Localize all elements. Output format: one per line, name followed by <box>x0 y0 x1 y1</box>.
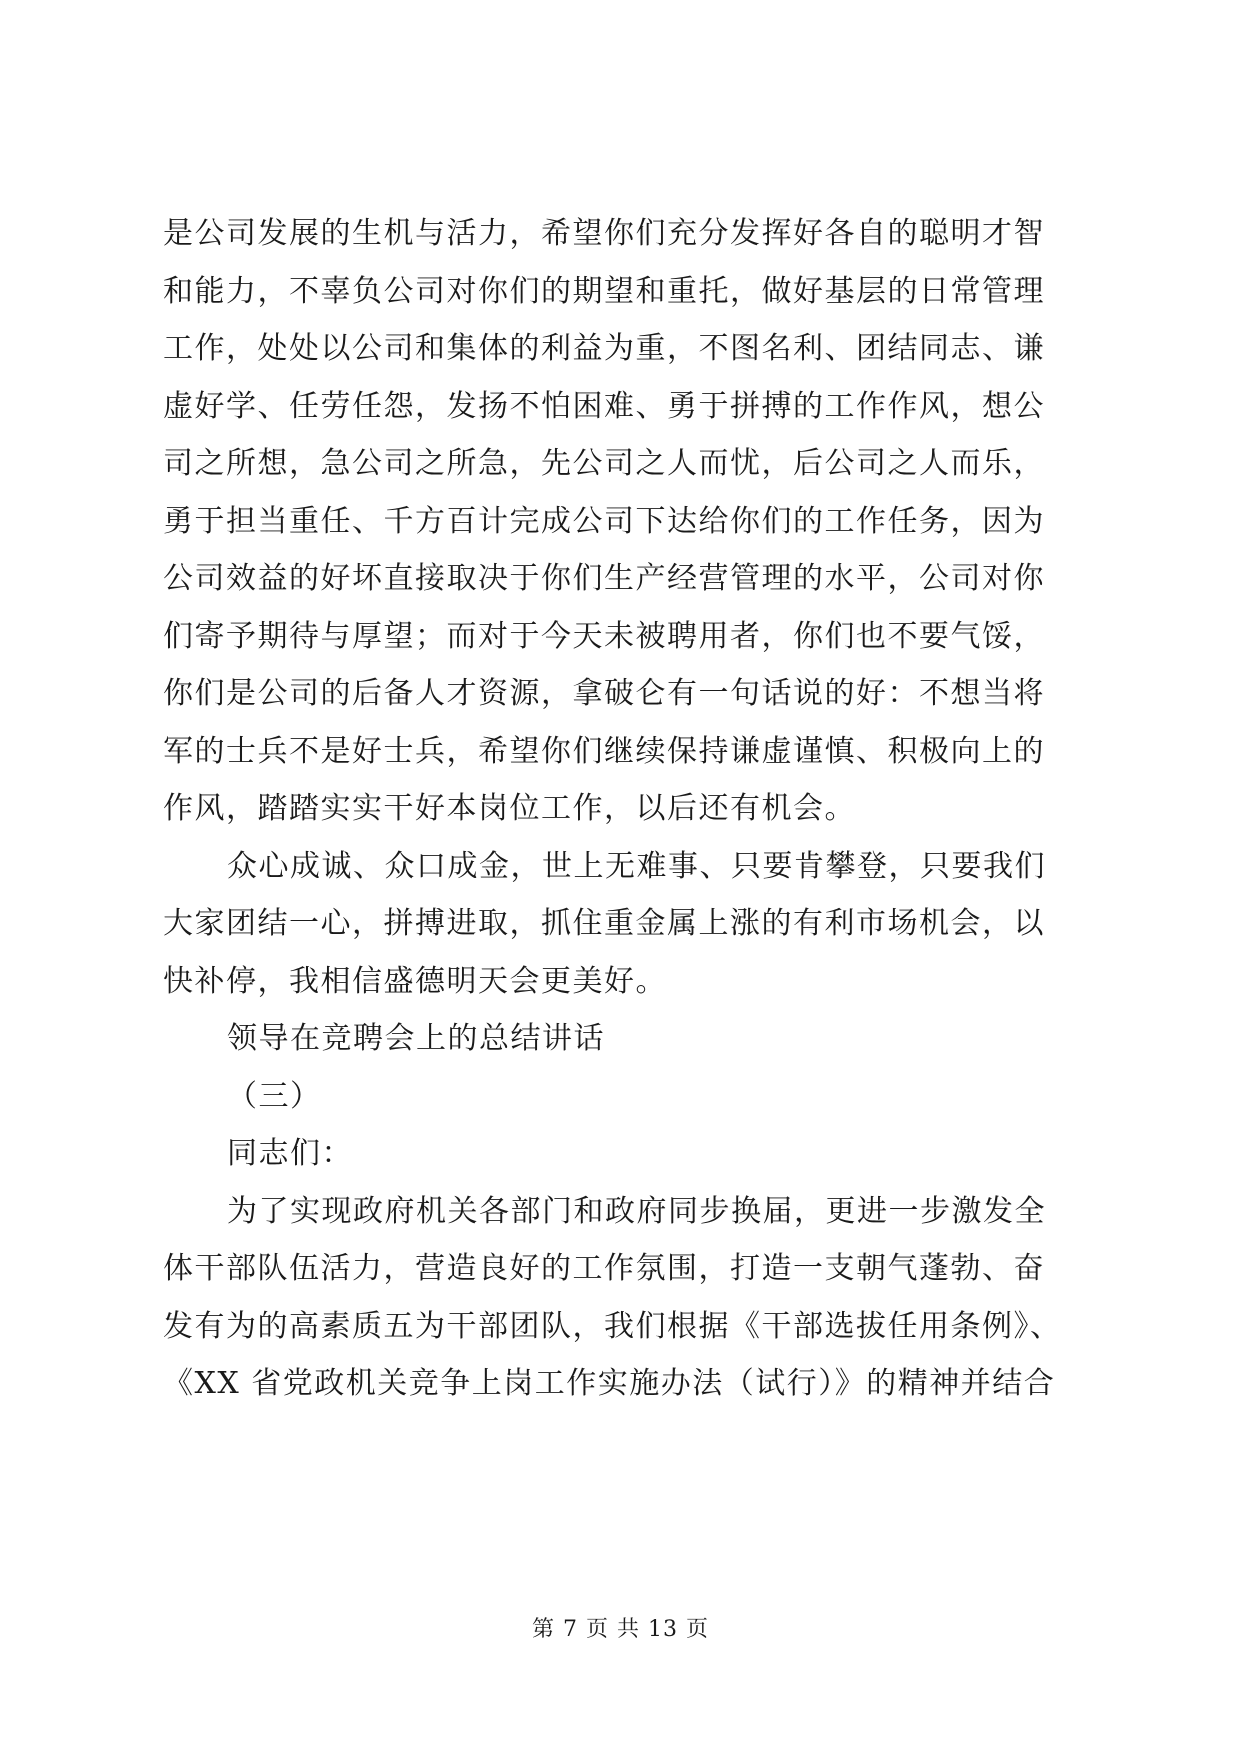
text-line: 司之所想，急公司之所急，先公司之人而忧，后公司之人而乐， <box>163 446 1045 481</box>
text-line: 你们是公司的后备人才资源，拿破仑有一句话说的好：不想当将 <box>163 676 1045 711</box>
text-line: 工作，处处以公司和集体的利益为重，不图名利、团结同志、谦 <box>163 331 1045 366</box>
document-body <box>163 205 1143 1413</box>
text-line: 是公司发展的生机与活力，希望你们充分发挥好各自的聪明才智 <box>163 216 1045 251</box>
section-number: （三） <box>227 1078 322 1114</box>
paragraph-start-line: 众心成诚、众口成金，世上无难事、只要肯攀登，只要我们 <box>227 848 1046 884</box>
text-line: 体干部队伍活力，营造良好的工作氛围，打造一支朝气蓬勃、奋 <box>163 1251 1045 1286</box>
text-line: 大家团结一心，拼搏进取，抓住重金属上涨的有利市场机会，以 <box>163 906 1045 941</box>
text-line: 军的士兵不是好士兵，希望你们继续保持谦虚谨慎、积极向上的 <box>163 733 1045 769</box>
section-title: 领导在竞聘会上的总结讲话 <box>227 1021 605 1056</box>
page-number-footer: 第 7 页 共 13 页 <box>532 1617 709 1642</box>
text-line: 虚好学、任劳任怨，发扬不怕困难、勇于拼搏的工作作风，想公 <box>163 388 1045 424</box>
text-line: 和能力，不辜负公司对你们的期望和重托，做好基层的日常管理 <box>163 273 1045 309</box>
text-line: 公司效益的好坏直接取决于你们生产经营管理的水平，公司对你 <box>163 561 1045 596</box>
text-line: 快补停，我相信盛德明天会更美好。 <box>163 963 667 999</box>
text-line: 们寄予期待与厚望；而对于今天未被聘用者，你们也不要气馁， <box>163 618 1045 654</box>
paragraph-start-line: 为了实现政府机关各部门和政府同步换届，更进一步激发全 <box>227 1193 1046 1229</box>
text-line: 勇于担当重任、千方百计完成公司下达给你们的工作任务，因为 <box>163 503 1045 539</box>
text-line: 《XX 省党政机关竞争上岗工作实施办法（试行）》的精神并结合 <box>163 1366 1056 1401</box>
text-line: 作风，踏踏实实干好本岗位工作，以后还有机会。 <box>163 791 856 826</box>
text-line: 发有为的高素质五为干部团队，我们根据《干部选拔任用条例》、 <box>163 1308 1062 1344</box>
salutation: 同志们： <box>227 1136 353 1171</box>
